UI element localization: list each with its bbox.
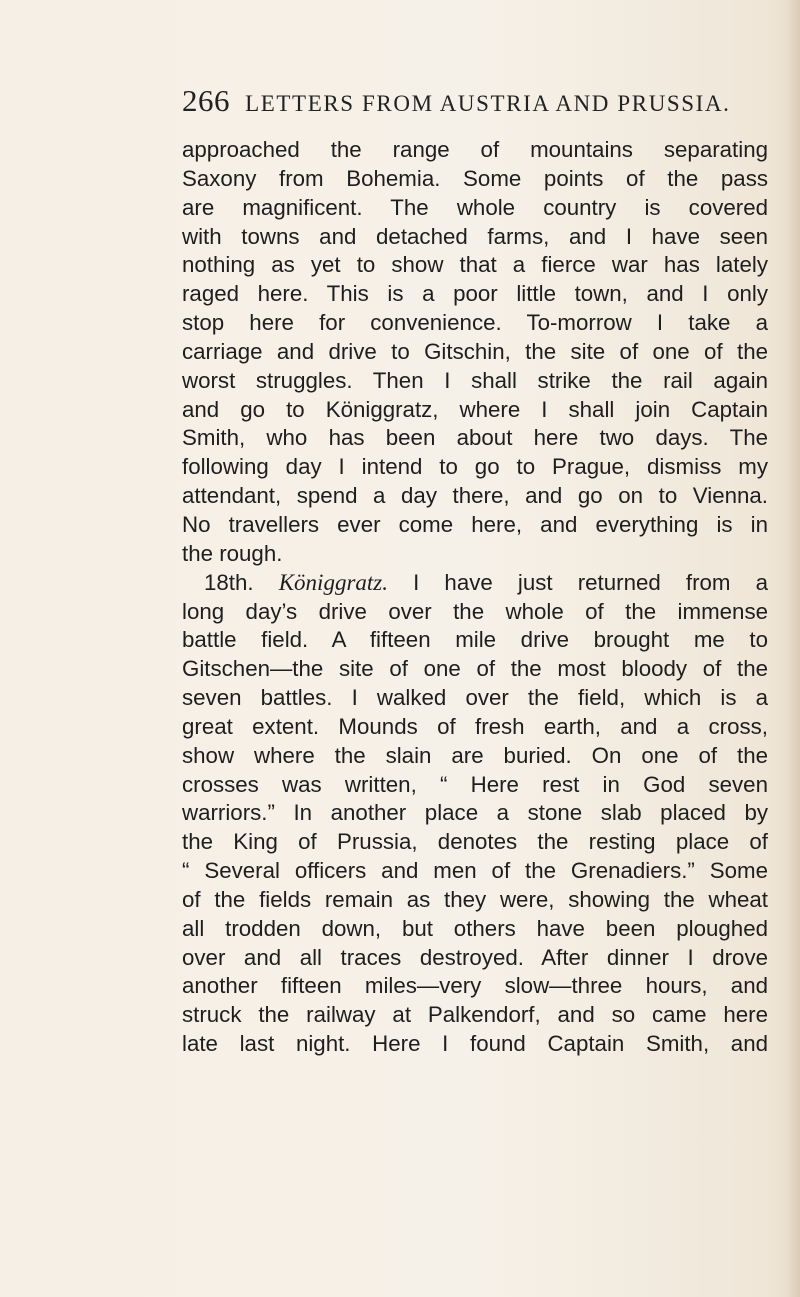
text-line: seven battles. I walked over the field, which is a xyxy=(182,685,768,711)
text-line: battle field. A fifteen mile drive brought me to xyxy=(182,627,768,653)
text-line: stop here for convenience. To-morrow I take a xyxy=(182,310,768,336)
text-line: nothing as yet to show that a fierce war has lately xyxy=(182,252,768,278)
body-text xyxy=(182,136,768,1059)
text-line: “ Several officers and men of the Grenadiers.” Some xyxy=(182,858,768,884)
text-line: over and all traces destroyed. After dinner I drove xyxy=(182,944,768,970)
text-line: show where the slain are buried. On one of the xyxy=(182,742,768,768)
text-line: struck the railway at Palkendorf, and so came here xyxy=(182,1002,768,1028)
text-line: raged here. This is a poor little town, and I only xyxy=(182,281,768,307)
entry-first-line-rest: I have just returned from a xyxy=(413,569,768,595)
text-line: worst struggles. Then I shall strike the rail again xyxy=(182,367,768,393)
diary-entry-first-line xyxy=(182,569,768,598)
running-head: LETTERS FROM AUSTRIA AND PRUSSIA. xyxy=(245,91,731,116)
text-line: and go to Königgratz, where I shall join Captain xyxy=(182,396,768,422)
text-line: all trodden down, but others have been ploughed xyxy=(182,915,768,941)
text-line: are magnificent. The whole country is covered xyxy=(182,194,768,220)
page-number: 266 xyxy=(182,83,230,118)
text-line: another fifteen miles—very slow—three hours, and xyxy=(182,973,768,999)
entry-date: 18th. xyxy=(204,569,254,595)
text-line: with towns and detached farms, and I have seen xyxy=(182,223,768,249)
text-line: of the fields remain as they were, showing the wheat xyxy=(182,886,768,912)
page-edge-shadow xyxy=(786,0,800,1297)
text-line: the rough. xyxy=(182,540,283,566)
text-line: Saxony from Bohemia. Some points of the pass xyxy=(182,165,768,191)
entry-place: Königgratz. xyxy=(278,569,388,595)
text-line: long day’s drive over the whole of the immense xyxy=(182,598,768,624)
text-line: attendant, spend a day there, and go on to Vienna. xyxy=(182,483,768,509)
text-line: approached the range of mountains separating xyxy=(182,137,768,162)
text-line: carriage and drive to Gitschin, the site of one of the xyxy=(182,338,768,364)
text-line: late last night. Here I found Captain Smith, and xyxy=(182,1031,768,1057)
text-line: warriors.” In another place a stone slab placed by xyxy=(182,800,768,826)
text-line: No travellers ever come here, and everything is in xyxy=(182,511,768,537)
text-line: crosses was written, “ Here rest in God seven xyxy=(182,771,768,797)
page-header xyxy=(182,83,742,123)
text-line: the King of Prussia, denotes the resting place of xyxy=(182,829,768,855)
text-line: following day I intend to go to Prague, dismiss my xyxy=(182,454,768,480)
text-line: Smith, who has been about here two days. The xyxy=(182,425,768,451)
text-line: Gitschen—the site of one of the most bloody of the xyxy=(182,656,768,682)
text-line: great extent. Mounds of fresh earth, and a cross, xyxy=(182,713,768,739)
